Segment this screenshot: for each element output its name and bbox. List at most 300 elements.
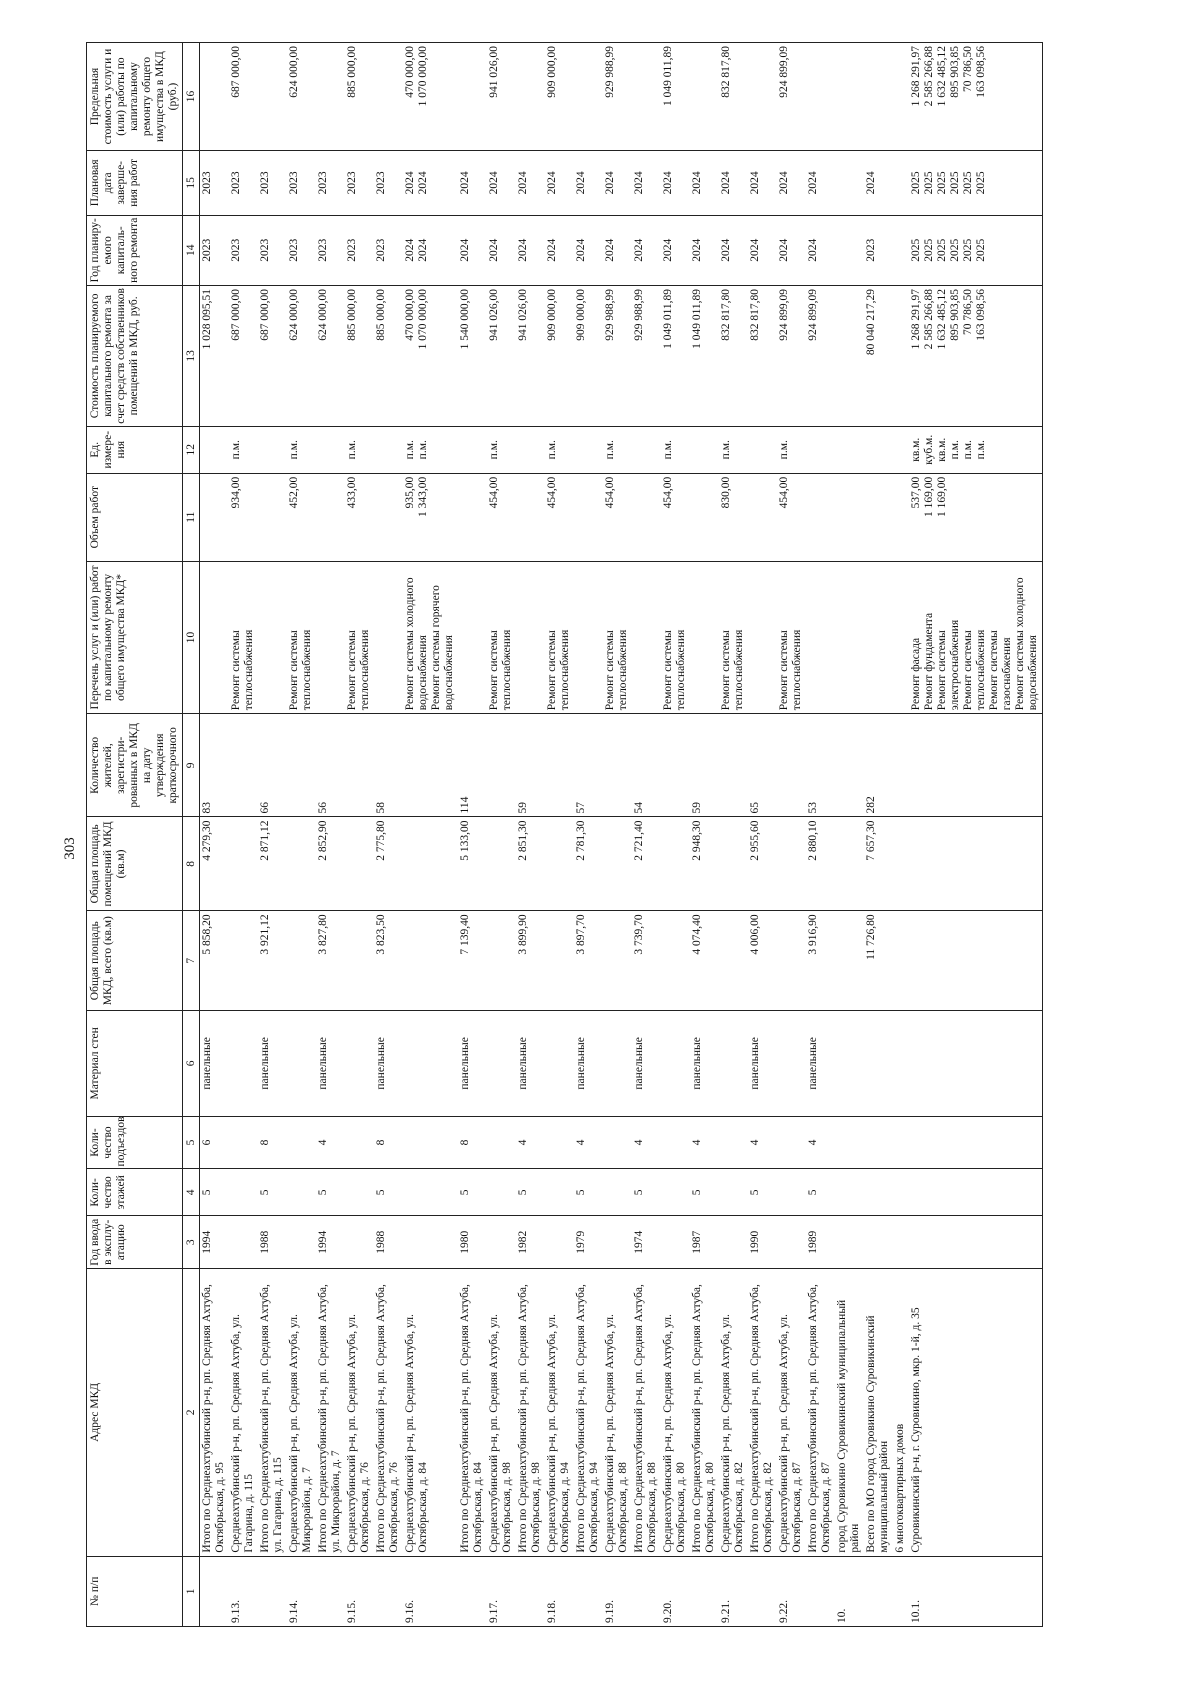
table-row bbox=[545, 43, 574, 1627]
cell-unit bbox=[835, 426, 864, 473]
cell-repair-cost: 1 049 011,89 bbox=[661, 285, 690, 426]
cell-wall-material bbox=[345, 1011, 374, 1117]
cell-end-date: 2024 bbox=[719, 151, 748, 216]
cell-end-date: 2024 bbox=[777, 151, 806, 216]
cell-repair-cost: 1 049 011,89 bbox=[690, 285, 719, 426]
cell-work-list bbox=[806, 561, 835, 714]
cell-build-year bbox=[719, 1216, 748, 1269]
cell-total-area bbox=[229, 911, 258, 1011]
cell-work-volume bbox=[909, 473, 1043, 561]
work-line bbox=[949, 477, 962, 558]
cell-premises-area: 2 948,30 bbox=[690, 817, 719, 911]
cell-row-number: 9.20. bbox=[661, 1556, 690, 1626]
work-line: Ремонт системы электроснабжения bbox=[936, 619, 961, 711]
cell-work-list bbox=[200, 561, 230, 714]
cell-unit bbox=[632, 426, 661, 473]
work-line: 2024 bbox=[417, 238, 429, 262]
cell-build-year bbox=[893, 1216, 909, 1269]
cell-wall-material: панельные bbox=[632, 1011, 661, 1117]
cell-unit: п.м. bbox=[229, 426, 258, 473]
col-number: 5 bbox=[183, 1116, 200, 1169]
cell-repair-cost: 624 000,00 bbox=[287, 285, 316, 426]
cell-repair-cost: 924 899,09 bbox=[806, 285, 835, 426]
cell-wall-material bbox=[835, 1011, 864, 1117]
cell-plan-year: 2024 bbox=[690, 215, 719, 285]
table-row bbox=[719, 43, 748, 1627]
cell-address: Итого по Среднеахтубинский р-н, рп. Средняя Ахтуба, Октябрьская, д. 88 bbox=[632, 1269, 661, 1556]
cell-floors: 5 bbox=[458, 1169, 487, 1216]
cell-floors: 5 bbox=[374, 1169, 403, 1216]
cell-plan-year: 2023 bbox=[316, 215, 345, 285]
cell-build-year: 1980 bbox=[458, 1216, 487, 1269]
total-row bbox=[632, 43, 661, 1627]
cell-work-list: Ремонт системы теплоснабжения bbox=[345, 561, 374, 714]
cell-entrances: 8 bbox=[374, 1116, 403, 1169]
col-number: 16 bbox=[183, 43, 200, 151]
cell-work-list bbox=[864, 561, 893, 714]
cell-floors: 5 bbox=[632, 1169, 661, 1216]
cell-row-number: 9.15. bbox=[345, 1556, 374, 1626]
cell-wall-material: панельные bbox=[316, 1011, 345, 1117]
cell-floors bbox=[287, 1169, 316, 1216]
cell-build-year bbox=[603, 1216, 632, 1269]
col-header: Год планиру-емого капиталь-ного ремонта bbox=[87, 215, 183, 285]
work-line: 2025 bbox=[936, 238, 948, 262]
cell-build-year: 1994 bbox=[316, 1216, 345, 1269]
cell-residents: 57 bbox=[574, 714, 603, 817]
cell-limit-cost: 941 026,00 bbox=[487, 43, 516, 151]
cell-repair-cost: 929 988,99 bbox=[632, 285, 661, 426]
cell-floors bbox=[909, 1169, 1043, 1216]
cell-build-year: 1974 bbox=[632, 1216, 661, 1269]
cell-address: Среднеахтубинский р-н, рп. Средняя Ахтуба, ул. Октябрьская, д. 84 bbox=[403, 1269, 458, 1556]
cell-plan-year: 2024 bbox=[806, 215, 835, 285]
col-number: 1 bbox=[183, 1556, 200, 1626]
cell-work-volume bbox=[516, 473, 545, 561]
work-line: Ремонт системы теплоснабжения bbox=[962, 629, 987, 711]
cell-entrances: 8 bbox=[258, 1116, 287, 1169]
col-header: Адрес МКД bbox=[87, 1269, 183, 1556]
work-line: 1 268 291,97 bbox=[910, 288, 922, 350]
cell-end-date: 2023 bbox=[229, 151, 258, 216]
cell-work-volume: 934,00 bbox=[229, 473, 258, 561]
cell-wall-material bbox=[777, 1011, 806, 1117]
cell-entrances: 4 bbox=[748, 1116, 777, 1169]
cell-residents bbox=[909, 714, 1043, 817]
cell-plan-year: 2023 bbox=[200, 215, 230, 285]
cell-address: Итого по Среднеахтубинский р-н, рп. Средняя Ахтуба, Октябрьская, д. 94 bbox=[574, 1269, 603, 1556]
work-line: 2025 bbox=[936, 171, 948, 195]
col-number: 6 bbox=[183, 1011, 200, 1117]
cell-work-list: Ремонт системы теплоснабжения bbox=[603, 561, 632, 714]
cell-premises-area: 7 657,30 bbox=[864, 817, 893, 911]
cell-work-list bbox=[574, 561, 603, 714]
cell-limit-cost bbox=[374, 43, 403, 151]
cell-work-volume bbox=[458, 473, 487, 561]
cell-unit bbox=[574, 426, 603, 473]
cell-residents bbox=[603, 714, 632, 817]
cell-plan-year: 2023 bbox=[258, 215, 287, 285]
cell-end-date: 2024 bbox=[516, 151, 545, 216]
cell-wall-material: панельные bbox=[574, 1011, 603, 1117]
cell-unit: п.м. bbox=[345, 426, 374, 473]
col-header: Коли-чество этажей bbox=[87, 1169, 183, 1216]
cell-limit-cost: 832 817,80 bbox=[719, 43, 748, 151]
cell-end-date: 2024 bbox=[632, 151, 661, 216]
cell-build-year bbox=[661, 1216, 690, 1269]
cell-entrances bbox=[345, 1116, 374, 1169]
cell-address: Итого по Среднеахтубинский р-н, рп. Средняя Ахтуба, Октябрьская, д. 98 bbox=[516, 1269, 545, 1556]
cell-premises-area: 2 775,80 bbox=[374, 817, 403, 911]
cell-premises-area: 4 279,30 bbox=[200, 817, 230, 911]
cell-limit-cost bbox=[909, 43, 1043, 151]
section-row bbox=[835, 43, 864, 1627]
cell-row-number: 9.17. bbox=[487, 1556, 516, 1626]
work-line: п.м. bbox=[949, 440, 961, 460]
cell-build-year bbox=[864, 1216, 893, 1269]
cell-limit-cost bbox=[516, 43, 545, 151]
cell-wall-material bbox=[661, 1011, 690, 1117]
cell-entrances bbox=[487, 1116, 516, 1169]
cell-unit: п.м. bbox=[487, 426, 516, 473]
work-line: Ремонт системы холодного водоснабжения bbox=[1014, 577, 1039, 711]
table-row bbox=[229, 43, 258, 1627]
cell-floors: 5 bbox=[806, 1169, 835, 1216]
cell-address: Итого по Среднеахтубинский р-н, рп. Средняя Ахтуба, ул. Микрорайон, д. 7 bbox=[316, 1269, 345, 1556]
cell-build-year: 1979 bbox=[574, 1216, 603, 1269]
cell-total-area bbox=[345, 911, 374, 1011]
cell-unit bbox=[374, 426, 403, 473]
cell-repair-cost: 687 000,00 bbox=[258, 285, 287, 426]
cell-residents bbox=[345, 714, 374, 817]
cell-address: Итого по Среднеахтубинский р-н, рп. Средняя Ахтуба, ул. Гагарина, д. 115 bbox=[258, 1269, 287, 1556]
work-line: 163 098,56 bbox=[975, 46, 987, 98]
cell-entrances bbox=[777, 1116, 806, 1169]
table-row bbox=[909, 43, 1043, 1627]
cell-entrances bbox=[835, 1116, 864, 1169]
cell-end-date: 2024 bbox=[458, 151, 487, 216]
cell-work-volume bbox=[403, 473, 458, 561]
work-line: Ремонт фундамента bbox=[923, 612, 935, 711]
cell-total-area: 3 897,70 bbox=[574, 911, 603, 1011]
cell-plan-year: 2023 bbox=[229, 215, 258, 285]
cell-repair-cost: 80 040 217,29 bbox=[864, 285, 893, 426]
page-number: 303 bbox=[62, 837, 78, 860]
cell-limit-cost bbox=[893, 43, 909, 151]
table-row bbox=[287, 43, 316, 1627]
cell-address: Среднеахтубинский р-н, рп. Средняя Ахтуба, ул. Октябрьская, д. 88 bbox=[603, 1269, 632, 1556]
cell-row-number bbox=[258, 1556, 287, 1626]
work-line: 1 632 485,12 bbox=[936, 46, 948, 107]
cell-work-volume: 452,00 bbox=[287, 473, 316, 561]
work-line bbox=[962, 477, 975, 558]
work-line: 1 268 291,97 bbox=[910, 46, 922, 107]
cell-floors bbox=[403, 1169, 458, 1216]
cell-total-area: 11 726,80 bbox=[864, 911, 893, 1011]
cell-address: Среднеахтубинский р-н, рп. Средняя Ахтуба, ул. Октябрьская, д. 87 bbox=[777, 1269, 806, 1556]
cell-end-date: 2024 bbox=[748, 151, 777, 216]
cell-total-area bbox=[777, 911, 806, 1011]
col-number: 13 bbox=[183, 285, 200, 426]
cell-plan-year: 2024 bbox=[719, 215, 748, 285]
cell-unit: п.м. bbox=[603, 426, 632, 473]
cell-unit bbox=[690, 426, 719, 473]
cell-plan-year: 2024 bbox=[545, 215, 574, 285]
cell-repair-cost: 1 540 000,00 bbox=[458, 285, 487, 426]
col-number: 9 bbox=[183, 714, 200, 817]
cell-repair-cost: 885 000,00 bbox=[374, 285, 403, 426]
cell-row-number bbox=[316, 1556, 345, 1626]
cell-row-number: 10. bbox=[835, 1556, 864, 1626]
cell-row-number bbox=[864, 1556, 893, 1626]
work-line: 70 786,50 bbox=[962, 288, 974, 335]
work-line: п.м. bbox=[417, 440, 429, 460]
cell-work-volume bbox=[200, 473, 230, 561]
col-number: 10 bbox=[183, 561, 200, 714]
cell-premises-area bbox=[835, 817, 864, 911]
cell-work-volume bbox=[374, 473, 403, 561]
cell-repair-cost: 885 000,00 bbox=[345, 285, 374, 426]
cell-premises-area: 2 721,40 bbox=[632, 817, 661, 911]
cell-row-number: 9.21. bbox=[719, 1556, 748, 1626]
cell-premises-area: 2 955,60 bbox=[748, 817, 777, 911]
cell-total-area bbox=[287, 911, 316, 1011]
work-line: Ремонт системы газоснабжения bbox=[988, 630, 1013, 711]
cell-end-date: 2023 bbox=[345, 151, 374, 216]
cell-build-year bbox=[487, 1216, 516, 1269]
cell-total-area bbox=[545, 911, 574, 1011]
cell-residents: 282 bbox=[864, 714, 893, 817]
cell-residents bbox=[661, 714, 690, 817]
cell-work-volume: 454,00 bbox=[487, 473, 516, 561]
cell-end-date: 2024 bbox=[545, 151, 574, 216]
cell-residents: 54 bbox=[632, 714, 661, 817]
cell-total-area: 3 916,90 bbox=[806, 911, 835, 1011]
table-row bbox=[864, 43, 893, 1627]
cell-build-year: 1988 bbox=[258, 1216, 287, 1269]
cell-premises-area bbox=[545, 817, 574, 911]
cell-total-area bbox=[835, 911, 864, 1011]
cell-entrances bbox=[719, 1116, 748, 1169]
cell-entrances bbox=[893, 1116, 909, 1169]
cell-build-year bbox=[345, 1216, 374, 1269]
cell-work-volume bbox=[864, 473, 893, 561]
cell-plan-year: 2023 bbox=[287, 215, 316, 285]
cell-work-list: Ремонт системы теплоснабжения bbox=[287, 561, 316, 714]
cell-repair-cost: 941 026,00 bbox=[516, 285, 545, 426]
cell-wall-material: панельные bbox=[374, 1011, 403, 1117]
col-number: 14 bbox=[183, 215, 200, 285]
cell-address: Итого по Среднеахтубинский р-н, рп. Средняя Ахтуба, Октябрьская, д. 76 bbox=[374, 1269, 403, 1556]
cell-plan-year: 2024 bbox=[603, 215, 632, 285]
cell-row-number bbox=[893, 1556, 909, 1626]
cell-build-year bbox=[287, 1216, 316, 1269]
cell-row-number bbox=[374, 1556, 403, 1626]
cell-end-date: 2024 bbox=[574, 151, 603, 216]
cell-premises-area bbox=[909, 817, 1043, 911]
cell-premises-area bbox=[777, 817, 806, 911]
col-header: Плановая дата заверше-ния работ bbox=[87, 151, 183, 216]
total-row bbox=[574, 43, 603, 1627]
table-row bbox=[345, 43, 374, 1627]
cell-premises-area: 2 781,30 bbox=[574, 817, 603, 911]
cell-limit-cost: 687 000,00 bbox=[229, 43, 258, 151]
cell-work-list bbox=[516, 561, 545, 714]
cell-wall-material bbox=[287, 1011, 316, 1117]
cell-wall-material bbox=[229, 1011, 258, 1117]
cell-total-area bbox=[487, 911, 516, 1011]
cell-wall-material: панельные bbox=[200, 1011, 230, 1117]
cell-unit bbox=[516, 426, 545, 473]
cell-residents: 53 bbox=[806, 714, 835, 817]
work-line: 1 070 000,00 bbox=[417, 288, 429, 350]
cell-limit-cost bbox=[458, 43, 487, 151]
cell-end-date bbox=[893, 151, 909, 216]
cell-floors: 5 bbox=[574, 1169, 603, 1216]
cell-plan-year: 2023 bbox=[345, 215, 374, 285]
cell-floors: 5 bbox=[516, 1169, 545, 1216]
work-line: Ремонт фасада bbox=[910, 637, 922, 711]
cell-residents: 66 bbox=[258, 714, 287, 817]
cell-residents bbox=[229, 714, 258, 817]
cell-repair-cost bbox=[909, 285, 1043, 426]
work-line: 2025 bbox=[923, 171, 935, 195]
cell-premises-area bbox=[487, 817, 516, 911]
total-row bbox=[516, 43, 545, 1627]
cell-address: Всего по МО город Суровикино Суровикинский муниципальный район bbox=[864, 1269, 893, 1556]
cell-residents bbox=[835, 714, 864, 817]
cell-work-list bbox=[403, 561, 458, 714]
table-row bbox=[403, 43, 458, 1627]
cell-premises-area: 2 880,10 bbox=[806, 817, 835, 911]
cell-floors: 5 bbox=[690, 1169, 719, 1216]
cell-address: город Суровикино Суровикинский муниципальный район bbox=[835, 1269, 864, 1556]
cell-end-date: 2024 bbox=[690, 151, 719, 216]
cell-end-date bbox=[403, 151, 458, 216]
cell-residents bbox=[487, 714, 516, 817]
cell-repair-cost: 832 817,80 bbox=[748, 285, 777, 426]
cell-work-list bbox=[748, 561, 777, 714]
cell-work-list bbox=[374, 561, 403, 714]
cell-limit-cost bbox=[574, 43, 603, 151]
work-line: 2025 bbox=[949, 238, 961, 262]
cell-build-year: 1982 bbox=[516, 1216, 545, 1269]
cell-entrances bbox=[603, 1116, 632, 1169]
cell-plan-year bbox=[893, 215, 909, 285]
cell-floors bbox=[719, 1169, 748, 1216]
cell-repair-cost: 624 000,00 bbox=[316, 285, 345, 426]
cell-premises-area: 2 871,12 bbox=[258, 817, 287, 911]
cell-build-year bbox=[835, 1216, 864, 1269]
cell-entrances: 4 bbox=[806, 1116, 835, 1169]
cell-residents bbox=[545, 714, 574, 817]
cell-row-number bbox=[458, 1556, 487, 1626]
cell-row-number: 9.22. bbox=[777, 1556, 806, 1626]
cell-work-list bbox=[835, 561, 864, 714]
cell-residents: 58 bbox=[374, 714, 403, 817]
cell-work-volume bbox=[690, 473, 719, 561]
cell-total-area: 3 899,90 bbox=[516, 911, 545, 1011]
cell-wall-material bbox=[545, 1011, 574, 1117]
cell-end-date: 2024 bbox=[661, 151, 690, 216]
work-line: 2025 bbox=[949, 171, 961, 195]
col-number: 8 bbox=[183, 817, 200, 911]
cell-premises-area bbox=[603, 817, 632, 911]
cell-work-list bbox=[909, 561, 1043, 714]
cell-row-number: 9.19. bbox=[603, 1556, 632, 1626]
cell-residents bbox=[287, 714, 316, 817]
total-row bbox=[690, 43, 719, 1627]
cell-row-number bbox=[516, 1556, 545, 1626]
work-line: 1 070 000,00 bbox=[417, 46, 429, 107]
cell-repair-cost: 687 000,00 bbox=[229, 285, 258, 426]
work-line: 163 098,56 bbox=[975, 288, 987, 341]
cell-wall-material bbox=[893, 1011, 909, 1117]
cell-unit: п.м. bbox=[777, 426, 806, 473]
cell-row-number: 9.13. bbox=[229, 1556, 258, 1626]
cell-unit bbox=[200, 426, 230, 473]
header-row bbox=[87, 43, 183, 1627]
cell-unit: п.м. bbox=[661, 426, 690, 473]
total-row bbox=[316, 43, 345, 1627]
total-row bbox=[374, 43, 403, 1627]
cell-repair-cost: 929 988,99 bbox=[603, 285, 632, 426]
cell-limit-cost bbox=[835, 43, 864, 151]
cell-premises-area bbox=[345, 817, 374, 911]
col-number: 2 bbox=[183, 1269, 200, 1556]
col-header: Коли-чество подъездов bbox=[87, 1116, 183, 1169]
col-header: Количество жителей, зарегистри-рованных в МКД на дату утверждения краткосрочного bbox=[87, 714, 183, 817]
cell-work-list: Ремонт системы теплоснабжения bbox=[661, 561, 690, 714]
cell-row-number: 9.14. bbox=[287, 1556, 316, 1626]
work-line: 470 000,00 bbox=[404, 288, 416, 341]
total-row bbox=[258, 43, 287, 1627]
cell-row-number: 9.16. bbox=[403, 1556, 458, 1626]
cell-build-year bbox=[403, 1216, 458, 1269]
cell-total-area: 3 739,70 bbox=[632, 911, 661, 1011]
cell-work-list: Ремонт системы теплоснабжения bbox=[777, 561, 806, 714]
table-row bbox=[661, 43, 690, 1627]
work-line: 1 632 485,12 bbox=[936, 288, 948, 350]
cell-entrances: 4 bbox=[516, 1116, 545, 1169]
cell-work-list bbox=[258, 561, 287, 714]
col-header: Стоимость планируемого капитального ремонта за счет средств собственников помещений в МКД, руб. bbox=[87, 285, 183, 426]
cell-plan-year: 2024 bbox=[632, 215, 661, 285]
work-line: 2025 bbox=[923, 238, 935, 262]
cell-work-volume bbox=[574, 473, 603, 561]
cell-floors bbox=[661, 1169, 690, 1216]
cell-address: Среднеахтубинский р-н, рп. Средняя Ахтуба, ул. Октябрьская, д. 82 bbox=[719, 1269, 748, 1556]
cell-total-area: 3 921,12 bbox=[258, 911, 287, 1011]
cell-entrances: 4 bbox=[690, 1116, 719, 1169]
cell-unit bbox=[316, 426, 345, 473]
work-line: 1 169,00 bbox=[936, 476, 948, 517]
col-header: № п/п bbox=[87, 1556, 183, 1626]
cell-plan-year bbox=[835, 215, 864, 285]
cell-plan-year: 2023 bbox=[374, 215, 403, 285]
cell-floors: 5 bbox=[258, 1169, 287, 1216]
cell-residents: 114 bbox=[458, 714, 487, 817]
cell-work-volume bbox=[632, 473, 661, 561]
cell-wall-material bbox=[909, 1011, 1043, 1117]
cell-work-list: Ремонт системы теплоснабжения bbox=[229, 561, 258, 714]
cell-address: Итого по Среднеахтубинский р-н, рп. Средняя Ахтуба, Октябрьская, д. 82 bbox=[748, 1269, 777, 1556]
cell-work-list bbox=[632, 561, 661, 714]
cell-plan-year bbox=[403, 215, 458, 285]
cell-entrances bbox=[661, 1116, 690, 1169]
cell-total-area: 3 823,50 bbox=[374, 911, 403, 1011]
cell-residents bbox=[719, 714, 748, 817]
